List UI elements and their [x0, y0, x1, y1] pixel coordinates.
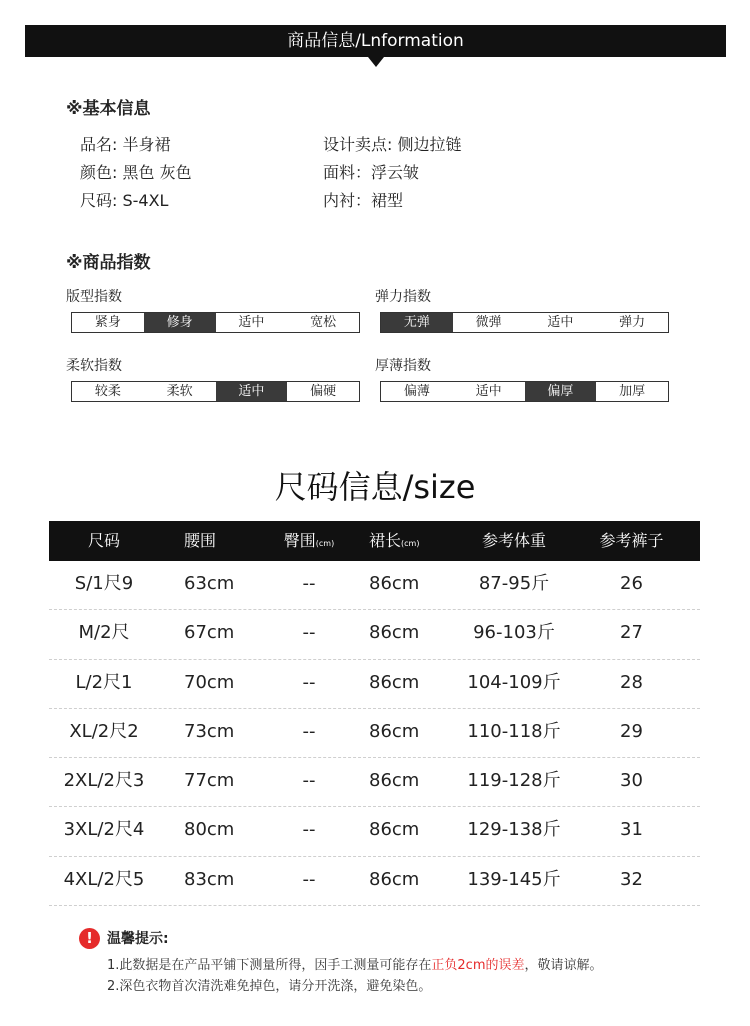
- table-cell: 119-128斤: [467, 770, 561, 792]
- scale-softness: [71, 381, 360, 402]
- header-cell: 参考裤子: [599, 531, 664, 550]
- tips-title: 温馨提示:: [107, 931, 169, 947]
- size-table-body: [49, 561, 700, 906]
- table-cell: 27: [620, 622, 643, 644]
- table-cell: 86cm: [369, 671, 420, 693]
- scale-option: 偏硬: [310, 384, 337, 399]
- scale-option: 偏薄: [403, 384, 430, 399]
- table-cell: 104-109斤: [467, 671, 561, 693]
- table-cell: --: [302, 720, 316, 742]
- scale-option: 宽松: [310, 315, 337, 330]
- table-cell: 87-95斤: [478, 573, 550, 594]
- header-cell: 臀围(cm): [283, 531, 335, 550]
- table-cell: 32: [620, 868, 643, 890]
- index-title: ※商品指数: [66, 253, 151, 273]
- scale-option: 紧身: [94, 315, 121, 330]
- table-cell: 28: [620, 671, 643, 693]
- basic-info-item: 设计卖点: 侧边拉链: [323, 135, 462, 154]
- header-cell: 裙长(cm): [369, 531, 420, 550]
- table-row: [49, 660, 700, 709]
- scale-label-fit: 版型指数: [66, 289, 122, 305]
- scale-option: 适中: [238, 315, 265, 330]
- table-cell: S/1尺9: [74, 573, 134, 594]
- scale-option: 无弹: [381, 313, 453, 332]
- basic-info-item: 尺码: S-4XL: [80, 191, 169, 210]
- tip-line-1: 1.此数据是在产品平铺下测量所得，因手工测量可能存在正负2cm的误差，敬请谅解。: [107, 958, 603, 973]
- scale-label-thickness: 厚薄指数: [375, 358, 431, 374]
- basic-info-list: [80, 132, 580, 216]
- tip-highlight: 正负2cm的误差: [431, 958, 525, 973]
- scale-option: 偏厚: [525, 382, 597, 401]
- table-cell: 30: [620, 770, 643, 792]
- table-cell: 67cm: [184, 622, 235, 644]
- basic-info-item: 颜色: 黑色 灰色: [80, 163, 192, 182]
- table-cell: --: [302, 573, 316, 594]
- basic-info-title: ※基本信息: [66, 99, 151, 119]
- table-row: [49, 807, 700, 856]
- scale-option: 微弹: [475, 315, 502, 330]
- table-cell: 86cm: [369, 819, 420, 841]
- table-cell: 29: [620, 720, 643, 742]
- table-row: [49, 561, 700, 610]
- basic-info-row: [80, 188, 580, 216]
- table-cell: 129-138斤: [467, 819, 561, 841]
- table-cell: 83cm: [184, 868, 235, 890]
- table-cell: 96-103斤: [473, 622, 555, 644]
- banner-arrow-icon: [368, 57, 384, 67]
- table-cell: 4XL/2尺5: [63, 868, 145, 890]
- scale-option: 适中: [216, 382, 288, 401]
- scale-elasticity: [380, 312, 669, 333]
- table-cell: 139-145斤: [467, 868, 561, 890]
- header-cell: 参考体重: [481, 531, 546, 550]
- table-cell: 110-118斤: [467, 720, 561, 742]
- scale-option: 适中: [475, 384, 502, 399]
- scale-option: 加厚: [619, 384, 646, 399]
- scale-label-softness: 柔软指数: [66, 358, 122, 374]
- table-cell: 31: [620, 819, 643, 841]
- table-cell: 86cm: [369, 720, 420, 742]
- scale-option: 适中: [547, 315, 574, 330]
- table-cell: 3XL/2尺4: [63, 819, 145, 841]
- table-cell: 86cm: [369, 868, 420, 890]
- table-row: [49, 758, 700, 807]
- table-cell: 63cm: [184, 573, 235, 594]
- size-title: 尺码信息/size: [274, 468, 476, 506]
- scale-option: 柔软: [166, 384, 193, 399]
- table-cell: 86cm: [369, 573, 420, 594]
- basic-info-row: [80, 160, 580, 188]
- table-cell: 80cm: [184, 819, 235, 841]
- table-cell: 26: [620, 573, 643, 594]
- size-table-header: [49, 521, 700, 561]
- table-cell: --: [302, 770, 316, 792]
- table-cell: M/2尺: [78, 622, 130, 644]
- warning-icon: !: [79, 928, 100, 949]
- table-row: [49, 610, 700, 659]
- basic-info-row: [80, 132, 580, 160]
- header-banner: [25, 25, 726, 57]
- table-cell: 77cm: [184, 770, 235, 792]
- table-cell: 86cm: [369, 770, 420, 792]
- header-title: 商品信息/Lnformation: [287, 31, 464, 51]
- basic-info-item: 面料：浮云皱: [323, 163, 420, 182]
- table-row: [49, 857, 700, 906]
- table-cell: --: [302, 868, 316, 890]
- table-cell: L/2尺1: [75, 671, 133, 693]
- header-cell: 尺码: [87, 531, 120, 550]
- basic-info-item: 内衬：裙型: [323, 191, 404, 210]
- table-cell: XL/2尺2: [69, 720, 139, 742]
- table-cell: --: [302, 622, 316, 644]
- table-row: [49, 709, 700, 758]
- table-cell: 70cm: [184, 671, 235, 693]
- scale-thickness: [380, 381, 669, 402]
- scale-label-elasticity: 弹力指数: [375, 289, 431, 305]
- tip-line-2: 2.深色衣物首次清洗难免掉色，请分开洗涤，避免染色。: [107, 979, 432, 994]
- table-cell: 73cm: [184, 720, 235, 742]
- scale-option: 修身: [144, 313, 216, 332]
- table-cell: 2XL/2尺3: [63, 770, 145, 792]
- header-cell: 腰围: [184, 531, 217, 550]
- scale-option: 弹力: [619, 315, 646, 330]
- basic-info-item: 品名: 半身裙: [80, 135, 171, 154]
- scale-option: 较柔: [94, 384, 121, 399]
- table-cell: --: [302, 671, 316, 693]
- table-cell: 86cm: [369, 622, 420, 644]
- scale-fit: [71, 312, 360, 333]
- table-cell: --: [302, 819, 316, 841]
